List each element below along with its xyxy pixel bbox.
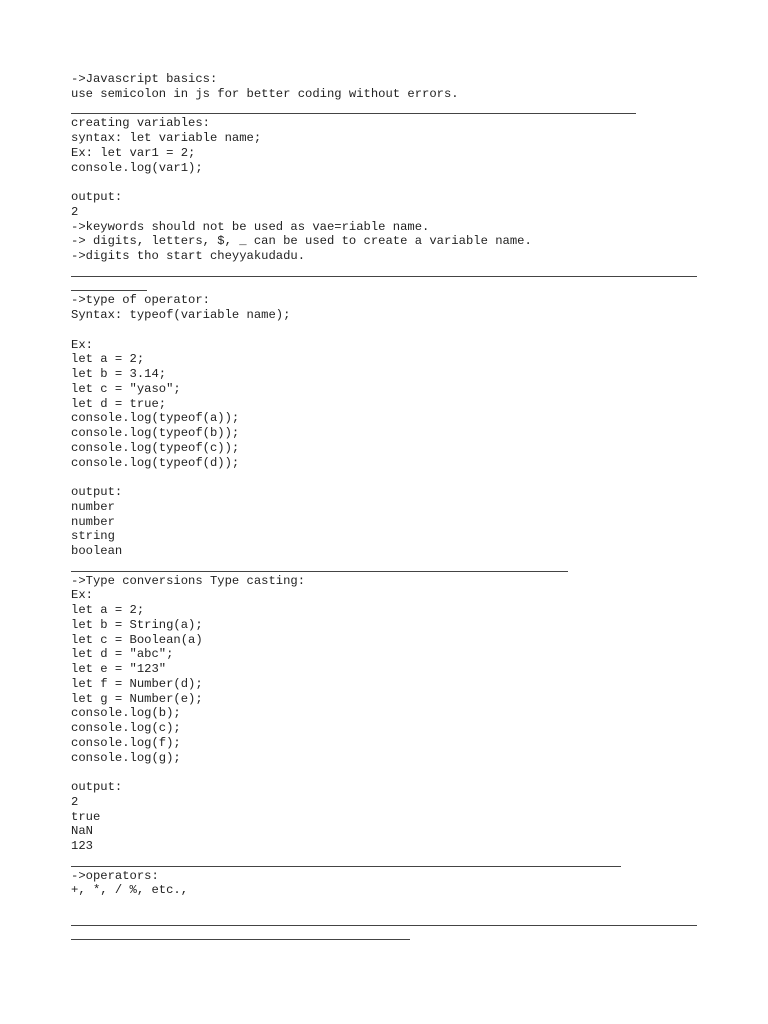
text-line: string — [71, 529, 115, 544]
text-line: ->type of operator: — [71, 293, 210, 308]
text-line: Ex: — [71, 588, 93, 603]
text-line: Syntax: typeof(variable name); — [71, 308, 291, 322]
text-line: console.log(f); — [71, 735, 181, 750]
text-line: output: — [71, 485, 123, 499]
text-line: ->Type conversions Type casting: — [71, 573, 306, 588]
text-line: output: — [71, 190, 123, 204]
text-line: let b = String(a); — [71, 617, 203, 632]
text-line: console.log(b); — [71, 706, 181, 721]
text-line: console.log(typeof(c)); — [71, 440, 240, 455]
text-line: ->operators: — [71, 868, 159, 883]
blank-line — [71, 175, 699, 190]
text-line: use semicolon in js for better coding without errors. — [71, 86, 459, 101]
text-line: 2 — [71, 204, 79, 219]
separator-rule — [71, 264, 699, 279]
text-line: 2 — [71, 794, 79, 809]
text-line: console.log(g); — [71, 750, 181, 765]
text-line: let d = "abc"; — [71, 647, 174, 662]
text-line: number — [71, 499, 115, 514]
text-line: +, *, / %, etc., — [71, 883, 189, 898]
text-line: let d = true; — [71, 396, 167, 411]
text-line: boolean — [71, 544, 123, 558]
text-line: Ex: let var1 = 2; — [71, 145, 196, 160]
text-line: syntax: let variable name; — [71, 131, 262, 145]
blank-line — [71, 898, 699, 913]
text-line: console.log(typeof(d)); — [71, 455, 240, 470]
blank-line — [71, 470, 699, 485]
separator-rule — [71, 559, 699, 574]
text-line: console.log(typeof(b)); — [71, 426, 240, 440]
blank-line — [71, 765, 699, 780]
text-line: creating variables: — [71, 116, 210, 131]
text-line: console.log(c); — [71, 721, 181, 735]
text-line: ->digits tho start cheyyakudadu. — [71, 249, 306, 263]
text-line: ->keywords should not be used as vae=riable name. — [71, 219, 430, 234]
text-line: -> digits, letters, $, _ can be used to create a variable name. — [71, 234, 532, 249]
text-line: output: — [71, 780, 123, 794]
blank-line — [71, 323, 699, 338]
text-line: let f = Number(d); — [71, 676, 203, 691]
separator-rule — [71, 102, 699, 117]
separator-rule — [71, 854, 699, 869]
text-line: console.log(var1); — [71, 160, 203, 175]
text-line: let e = "123" — [71, 662, 167, 676]
text-line: let c = "yaso"; — [71, 381, 181, 396]
text-line: true — [71, 809, 101, 824]
separator-rule — [71, 913, 699, 928]
text-line: let a = 2; — [71, 603, 145, 617]
text-line: Ex: — [71, 337, 93, 352]
text-line: let c = Boolean(a) — [71, 632, 203, 647]
text-line: NaN — [71, 824, 93, 839]
text-line: 123 — [71, 839, 93, 853]
text-line: ->Javascript basics: — [71, 72, 218, 86]
separator-rule — [71, 279, 699, 294]
text-line: console.log(typeof(a)); — [71, 411, 240, 426]
separator-rule — [71, 928, 699, 943]
text-line: let g = Number(e); — [71, 691, 203, 706]
text-line: let a = 2; — [71, 352, 145, 367]
text-line: number — [71, 514, 115, 529]
text-line: let b = 3.14; — [71, 367, 167, 381]
document-page — [71, 72, 699, 942]
